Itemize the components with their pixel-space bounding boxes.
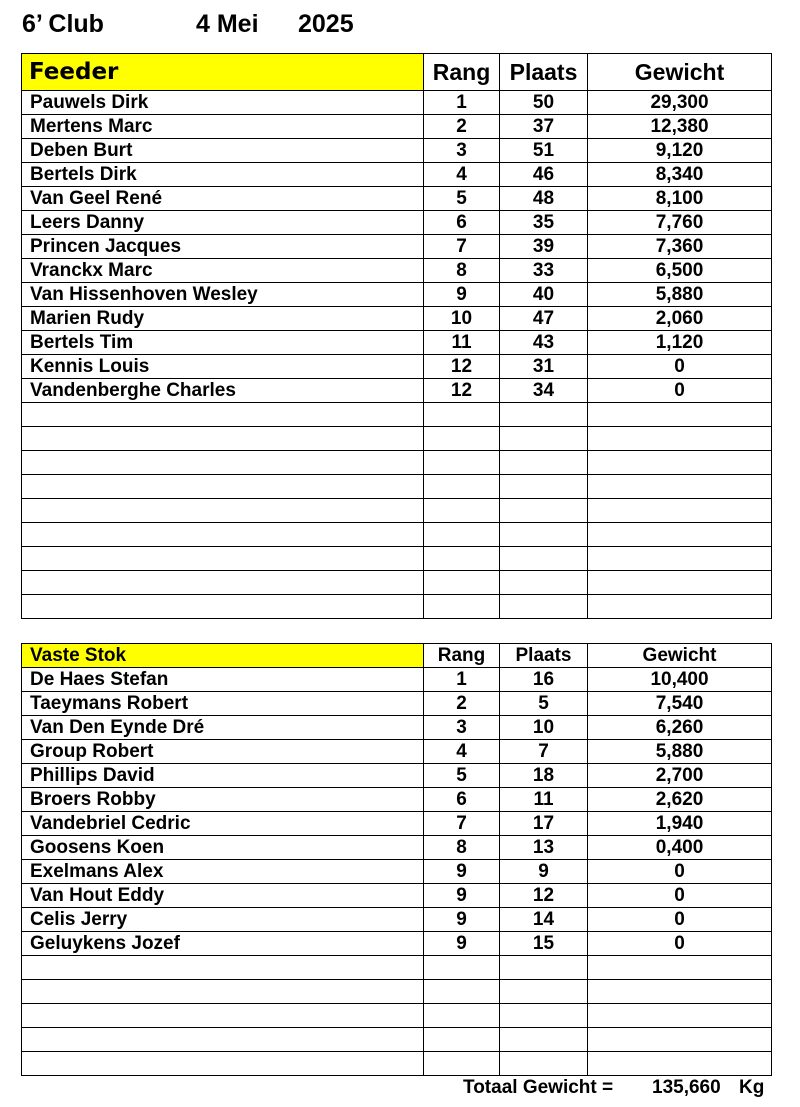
cell-plaats: 39 [500, 235, 588, 259]
empty-cell [424, 451, 500, 475]
cell-rang: 8 [424, 836, 500, 860]
cell-gewicht: 7,540 [588, 692, 772, 716]
empty-row [22, 451, 772, 475]
cell-name: Vranckx Marc [22, 259, 424, 283]
cell-name: Geluykens Jozef [22, 932, 424, 956]
cell-name: Bertels Tim [22, 331, 424, 355]
empty-cell [588, 523, 772, 547]
empty-row [22, 403, 772, 427]
empty-cell [588, 1004, 772, 1028]
empty-cell [588, 1028, 772, 1052]
cell-plaats: 46 [500, 163, 588, 187]
cell-name: Vandenberghe Charles [22, 379, 424, 403]
empty-cell [22, 1052, 424, 1076]
empty-cell [500, 571, 588, 595]
cell-name: Mertens Marc [22, 115, 424, 139]
cell-rang: 6 [424, 788, 500, 812]
empty-row [22, 956, 772, 980]
cell-name: Marien Rudy [22, 307, 424, 331]
cell-plaats: 14 [500, 908, 588, 932]
cell-gewicht: 2,620 [588, 788, 772, 812]
empty-row [22, 475, 772, 499]
cell-name: Van Den Eynde Dré [22, 716, 424, 740]
table-row [22, 331, 772, 355]
cell-name: Bertels Dirk [22, 163, 424, 187]
empty-cell [22, 595, 424, 619]
empty-cell [500, 475, 588, 499]
table-row [22, 692, 772, 716]
table-row [22, 764, 772, 788]
empty-cell [588, 547, 772, 571]
table-row [22, 788, 772, 812]
date-year: 2025 [298, 10, 354, 38]
cell-rang: 3 [424, 139, 500, 163]
cell-plaats: 51 [500, 139, 588, 163]
table-row [22, 379, 772, 403]
cell-plaats: 40 [500, 283, 588, 307]
cell-name: Vandebriel Cedric [22, 812, 424, 836]
empty-cell [500, 1052, 588, 1076]
empty-cell [588, 403, 772, 427]
vaste-stok-title: Vaste Stok [22, 644, 424, 668]
empty-cell [22, 451, 424, 475]
empty-cell [424, 427, 500, 451]
empty-row [22, 980, 772, 1004]
feeder-table [21, 53, 772, 619]
cell-gewicht: 2,700 [588, 764, 772, 788]
cell-rang: 9 [424, 283, 500, 307]
cell-rang: 12 [424, 355, 500, 379]
cell-name: Kennis Louis [22, 355, 424, 379]
empty-cell [588, 427, 772, 451]
cell-rang: 7 [424, 235, 500, 259]
empty-row [22, 1004, 772, 1028]
vaste-stok-table [21, 643, 772, 1076]
column-header-plaats: Plaats [500, 644, 588, 668]
empty-row [22, 571, 772, 595]
total-label: Totaal Gewicht = [463, 1077, 614, 1098]
cell-rang: 1 [424, 668, 500, 692]
cell-plaats: 11 [500, 788, 588, 812]
cell-name: Van Hout Eddy [22, 884, 424, 908]
empty-cell [22, 427, 424, 451]
empty-row [22, 1028, 772, 1052]
cell-plaats: 34 [500, 379, 588, 403]
table-row [22, 115, 772, 139]
cell-gewicht: 6,500 [588, 259, 772, 283]
cell-plaats: 47 [500, 307, 588, 331]
empty-row [22, 1052, 772, 1076]
cell-name: Pauwels Dirk [22, 91, 424, 115]
cell-rang: 7 [424, 812, 500, 836]
cell-plaats: 7 [500, 740, 588, 764]
cell-gewicht: 6,260 [588, 716, 772, 740]
empty-cell [588, 1052, 772, 1076]
cell-plaats: 18 [500, 764, 588, 788]
cell-name: Van Hissenhoven Wesley [22, 283, 424, 307]
empty-cell [424, 475, 500, 499]
cell-gewicht: 0 [588, 932, 772, 956]
cell-gewicht: 1,940 [588, 812, 772, 836]
cell-name: Group Robert [22, 740, 424, 764]
table-row [22, 211, 772, 235]
empty-cell [500, 1004, 588, 1028]
table-row [22, 908, 772, 932]
cell-rang: 2 [424, 692, 500, 716]
vaste-stok-header-row [22, 644, 772, 668]
cell-gewicht: 1,120 [588, 331, 772, 355]
cell-rang: 8 [424, 259, 500, 283]
empty-cell [424, 523, 500, 547]
cell-rang: 12 [424, 379, 500, 403]
empty-cell [500, 451, 588, 475]
table-row [22, 716, 772, 740]
empty-cell [500, 403, 588, 427]
cell-rang: 9 [424, 908, 500, 932]
empty-cell [22, 523, 424, 547]
table-row [22, 283, 772, 307]
empty-cell [500, 956, 588, 980]
table-row [22, 836, 772, 860]
table-row [22, 139, 772, 163]
empty-cell [424, 1052, 500, 1076]
cell-rang: 5 [424, 764, 500, 788]
empty-cell [424, 980, 500, 1004]
empty-cell [22, 1028, 424, 1052]
cell-plaats: 48 [500, 187, 588, 211]
cell-rang: 11 [424, 331, 500, 355]
cell-rang: 9 [424, 884, 500, 908]
feeder-header-row [22, 54, 772, 91]
table-row [22, 259, 772, 283]
cell-name: Exelmans Alex [22, 860, 424, 884]
cell-rang: 3 [424, 716, 500, 740]
empty-cell [22, 547, 424, 571]
cell-name: De Haes Stefan [22, 668, 424, 692]
column-header-gewicht: Gewicht [588, 54, 772, 91]
cell-plaats: 31 [500, 355, 588, 379]
cell-rang: 6 [424, 211, 500, 235]
feeder-title: Feeder [22, 54, 424, 91]
empty-cell [588, 980, 772, 1004]
cell-plaats: 12 [500, 884, 588, 908]
empty-cell [588, 571, 772, 595]
cell-gewicht: 2,060 [588, 307, 772, 331]
table-row [22, 884, 772, 908]
cell-gewicht: 8,340 [588, 163, 772, 187]
empty-cell [424, 499, 500, 523]
cell-gewicht: 0 [588, 379, 772, 403]
cell-plaats: 17 [500, 812, 588, 836]
total-unit: Kg [739, 1077, 765, 1098]
cell-rang: 9 [424, 860, 500, 884]
table-row [22, 91, 772, 115]
cell-plaats: 43 [500, 331, 588, 355]
table-row [22, 932, 772, 956]
cell-rang: 10 [424, 307, 500, 331]
cell-name: Deben Burt [22, 139, 424, 163]
empty-cell [22, 403, 424, 427]
empty-cell [500, 523, 588, 547]
cell-rang: 9 [424, 932, 500, 956]
empty-cell [22, 1004, 424, 1028]
cell-plaats: 10 [500, 716, 588, 740]
empty-cell [588, 499, 772, 523]
cell-name: Goosens Koen [22, 836, 424, 860]
table-row [22, 235, 772, 259]
cell-gewicht: 5,880 [588, 740, 772, 764]
cell-rang: 4 [424, 163, 500, 187]
empty-cell [588, 595, 772, 619]
empty-cell [22, 956, 424, 980]
cell-name: Taeymans Robert [22, 692, 424, 716]
empty-cell [22, 499, 424, 523]
cell-plaats: 37 [500, 115, 588, 139]
club-name: 6’ Club [22, 10, 104, 38]
cell-plaats: 35 [500, 211, 588, 235]
cell-gewicht: 7,360 [588, 235, 772, 259]
cell-name: Broers Robby [22, 788, 424, 812]
table-row [22, 307, 772, 331]
cell-plaats: 16 [500, 668, 588, 692]
table-row [22, 812, 772, 836]
empty-cell [588, 475, 772, 499]
cell-gewicht: 0 [588, 860, 772, 884]
table-row [22, 355, 772, 379]
empty-cell [500, 595, 588, 619]
empty-cell [500, 980, 588, 1004]
table-row [22, 740, 772, 764]
empty-cell [424, 1028, 500, 1052]
empty-cell [22, 980, 424, 1004]
cell-plaats: 13 [500, 836, 588, 860]
empty-cell [500, 499, 588, 523]
cell-gewicht: 5,880 [588, 283, 772, 307]
empty-cell [424, 403, 500, 427]
empty-row [22, 547, 772, 571]
total-value: 135,660 [652, 1077, 721, 1098]
cell-plaats: 33 [500, 259, 588, 283]
cell-gewicht: 0,400 [588, 836, 772, 860]
empty-cell [424, 595, 500, 619]
table-row [22, 187, 772, 211]
empty-row [22, 427, 772, 451]
empty-cell [424, 547, 500, 571]
cell-gewicht: 10,400 [588, 668, 772, 692]
table-row [22, 860, 772, 884]
empty-cell [500, 1028, 588, 1052]
column-header-rang: Rang [424, 54, 500, 91]
empty-cell [22, 571, 424, 595]
cell-gewicht: 0 [588, 908, 772, 932]
cell-name: Celis Jerry [22, 908, 424, 932]
table-row [22, 163, 772, 187]
date-day: 4 Mei [196, 10, 259, 38]
empty-row [22, 499, 772, 523]
cell-rang: 2 [424, 115, 500, 139]
cell-plaats: 9 [500, 860, 588, 884]
cell-name: Princen Jacques [22, 235, 424, 259]
cell-plaats: 50 [500, 91, 588, 115]
cell-gewicht: 0 [588, 884, 772, 908]
empty-cell [424, 956, 500, 980]
cell-rang: 5 [424, 187, 500, 211]
empty-cell [424, 571, 500, 595]
cell-plaats: 15 [500, 932, 588, 956]
column-header-rang: Rang [424, 644, 500, 668]
empty-cell [588, 451, 772, 475]
empty-row [22, 523, 772, 547]
empty-cell [500, 547, 588, 571]
empty-cell [424, 1004, 500, 1028]
cell-gewicht: 29,300 [588, 91, 772, 115]
cell-gewicht: 8,100 [588, 187, 772, 211]
empty-cell [22, 475, 424, 499]
empty-cell [500, 427, 588, 451]
cell-plaats: 5 [500, 692, 588, 716]
cell-gewicht: 12,380 [588, 115, 772, 139]
cell-gewicht: 9,120 [588, 139, 772, 163]
cell-name: Leers Danny [22, 211, 424, 235]
cell-name: Van Geel René [22, 187, 424, 211]
column-header-gewicht: Gewicht [588, 644, 772, 668]
column-header-plaats: Plaats [500, 54, 588, 91]
cell-rang: 4 [424, 740, 500, 764]
empty-row [22, 595, 772, 619]
empty-cell [588, 956, 772, 980]
cell-gewicht: 0 [588, 355, 772, 379]
cell-gewicht: 7,760 [588, 211, 772, 235]
table-row [22, 668, 772, 692]
cell-name: Phillips David [22, 764, 424, 788]
cell-rang: 1 [424, 91, 500, 115]
